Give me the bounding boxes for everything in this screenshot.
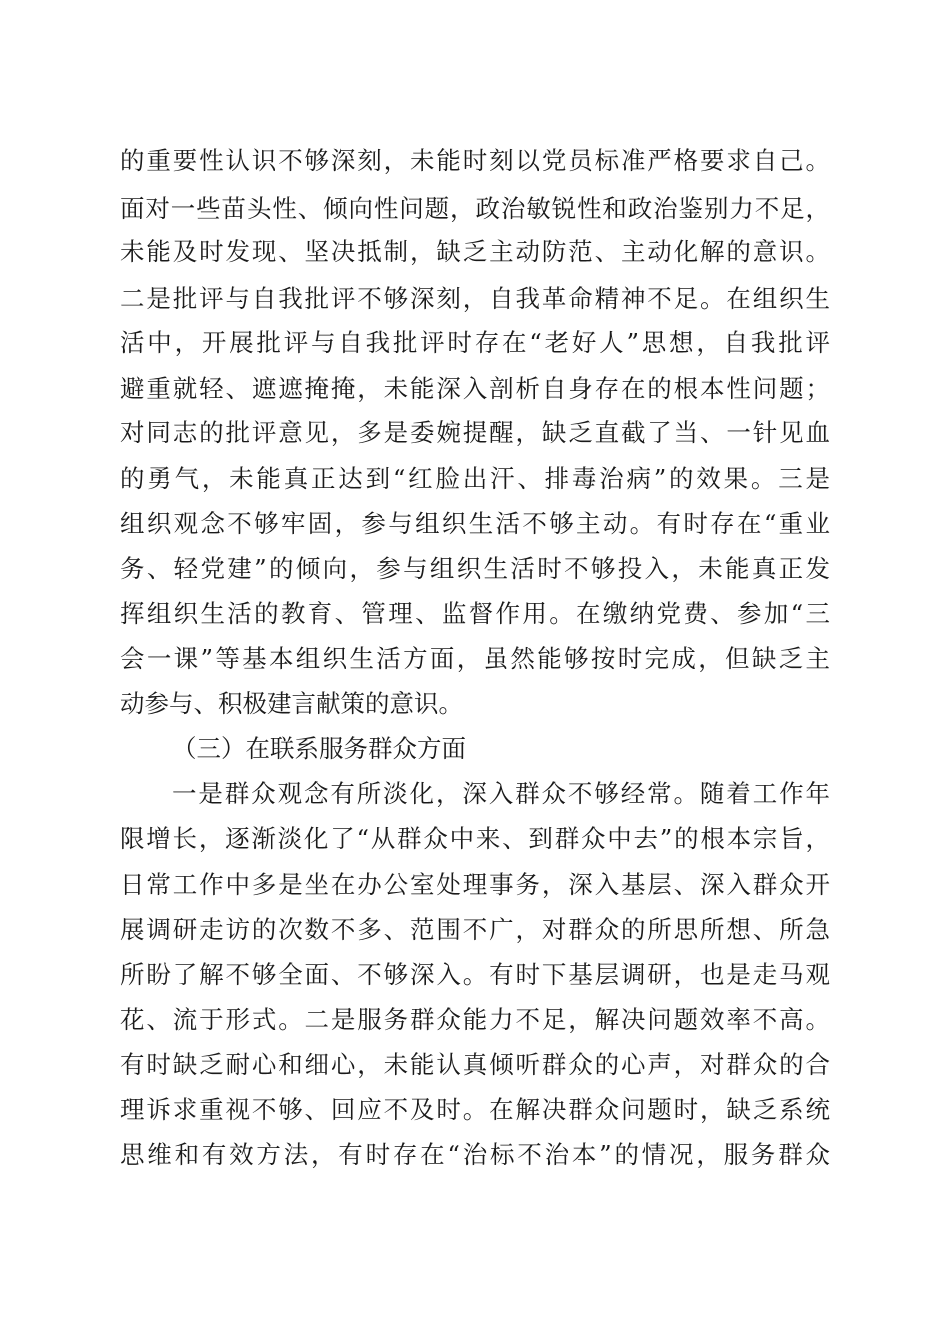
paragraph-line: 的重要性认识不够深刻，未能时刻以党员标准严格要求自己。: [120, 146, 830, 175]
paragraph-line: 所盼了解不够全面、不够深入。有时下基层调研，也是走马观: [120, 960, 830, 989]
paragraph-line: 展调研走访的次数不多、范围不广，对群众的所思所想、所急: [120, 915, 830, 944]
paragraph-line: 挥组织生活的教育、管理、监督作用。在缴纳党费、参加“三: [120, 599, 830, 628]
paragraph-line: 理诉求重视不够、回应不及时。在解决群众问题时，缺乏系统: [120, 1095, 830, 1124]
paragraph-line: 限增长，逐渐淡化了“从群众中来、到群众中去”的根本宗旨，: [120, 824, 830, 853]
paragraph-line: 面对一些苗头性、倾向性问题，政治敏锐性和政治鉴别力不足，: [120, 194, 830, 223]
paragraph-line: 务、轻党建”的倾向，参与组织生活时不够投入，未能真正发: [120, 554, 830, 583]
paragraph-line: 日常工作中多是坐在办公室处理事务，深入基层、深入群众开: [120, 870, 830, 899]
paragraph-line: 避重就轻、遮遮掩掩，未能深入剖析自身存在的根本性问题；: [120, 374, 830, 403]
paragraph-line: 未能及时发现、坚决抵制，缺乏主动防范、主动化解的意识。: [120, 237, 830, 266]
paragraph-line: 会一课”等基本组织生活方面，虽然能够按时完成，但缺乏主: [120, 644, 830, 673]
paragraph-line: 对同志的批评意见，多是委婉提醒，缺乏直截了当、一针见血: [120, 418, 830, 447]
paragraph-line: 动参与、积极建言献策的意识。: [120, 689, 463, 718]
paragraph-line: 有时缺乏耐心和细心，未能认真倾听群众的心声，对群众的合: [120, 1050, 830, 1079]
paragraph-line: 一是群众观念有所淡化，深入群众不够经常。随着工作年: [172, 779, 830, 808]
paragraph-line: 活中，开展批评与自我批评时存在“老好人”思想，自我批评: [120, 328, 830, 357]
paragraph-line: 的勇气，未能真正达到“红脸出汗、排毒治病”的效果。三是: [120, 464, 830, 493]
section-heading: （三）在联系服务群众方面: [172, 734, 466, 763]
paragraph-line: 思维和有效方法，有时存在“治标不治本”的情况，服务群众: [120, 1140, 830, 1169]
paragraph-line: 花、流于形式。二是服务群众能力不足，解决问题效率不高。: [120, 1005, 830, 1034]
paragraph-line: 组织观念不够牢固，参与组织生活不够主动。有时存在“重业: [120, 509, 830, 538]
paragraph-line: 二是批评与自我批评不够深刻，自我革命精神不足。在组织生: [120, 284, 830, 313]
